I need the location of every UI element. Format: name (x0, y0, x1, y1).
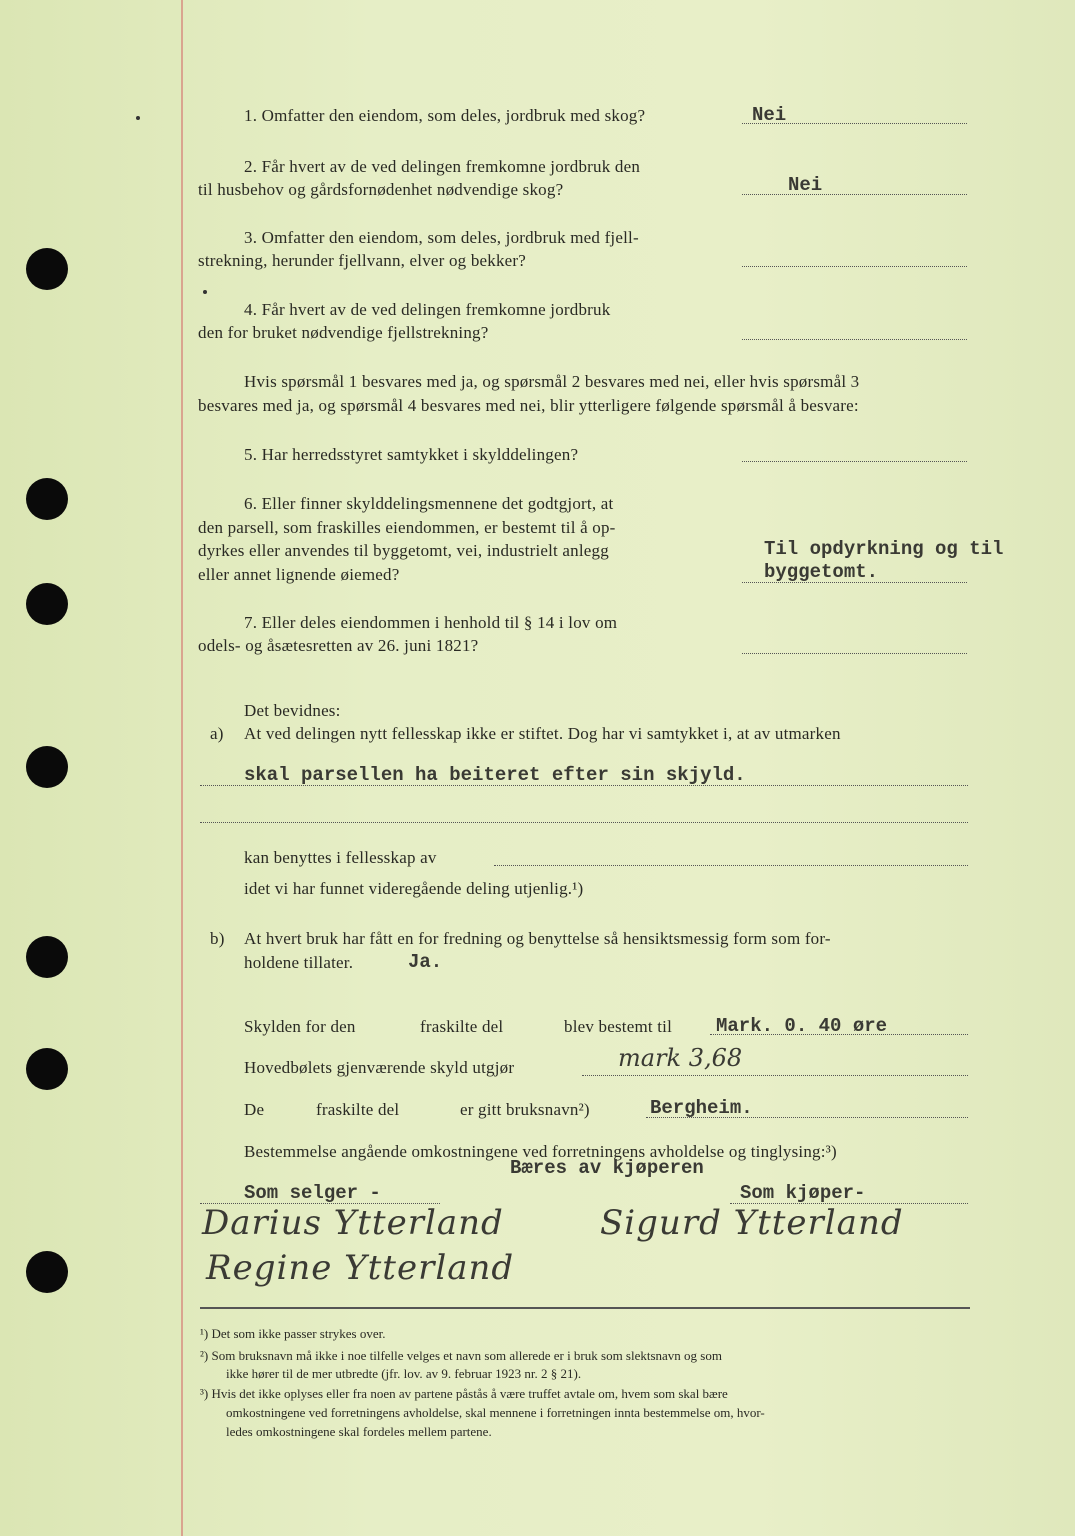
question-6-line-1: 6. Eller finner skylddelingsmennene det godtgjort, at (244, 494, 614, 513)
bruksnavn-value: Bergheim. (650, 1097, 753, 1119)
punch-hole (26, 746, 68, 788)
footnote-3-line-2: omkostningene ved forretningens avholdelse, skal mennene i forretningen innta bestemmelse om, hvor- (226, 1405, 765, 1420)
punch-hole (26, 1251, 68, 1293)
question-2-line-1: 2. Får hvert av de ved delingen fremkomne jordbruk den (244, 157, 641, 176)
hovedbol-value: mark 3,68 (618, 1044, 743, 1072)
attest-a-answer: skal parsellen ha beiteret efter sin skjyld. (244, 764, 746, 786)
answer-line (200, 785, 968, 786)
question-2-line-2: til husbehov og gårdsfornødenhet nødvendige skog? (198, 180, 564, 199)
omkostning-label: Bestemmelse angående omkostningene ved forretningens avholdelse og tinglysing:³) (244, 1142, 837, 1161)
further-division-text: idet vi har funnet videregående deling utjenlig.¹) (244, 879, 584, 898)
question-1: 1. Omfatter den eiendom, som deles, jordbruk med skog? (244, 106, 646, 125)
question-6-line-2: den parsell, som fraskilles eiendommen, er bestemt til å op- (198, 518, 616, 537)
attest-a-text: At ved delingen nytt fellesskap ikke er stiftet. Dog har vi samtykket i, at av utmarken (244, 724, 841, 743)
condition-line-1: Hvis spørsmål 1 besvares med ja, og spørsmål 2 besvares med nei, eller hvis spørsmål 3 (244, 372, 860, 391)
bruksnavn-label-a: De (244, 1100, 265, 1119)
question-3-line-1: 3. Omfatter den eiendom, som deles, jordbruk med fjell- (244, 228, 639, 247)
bruksnavn-label-c: er gitt bruksnavn²) (460, 1100, 590, 1119)
footnote-2-line-2: ikke hører til de mer utbredte (jfr. lov. av 9. februar 1923 nr. 2 § 21). (226, 1366, 582, 1381)
attest-heading: Det bevidnes: (244, 701, 341, 720)
answer-line (200, 822, 968, 823)
margin-rule (181, 0, 183, 1536)
question-6-line-4: eller annet lignende øiemed? (198, 565, 400, 584)
shared-use-label: kan benyttes i fellesskap av (244, 848, 437, 867)
footnote-divider (200, 1307, 970, 1309)
hovedbol-label: Hovedbølets gjenværende skyld utgjør (244, 1058, 515, 1077)
answer-6-line-1: Til opdyrkning og til (764, 538, 1004, 560)
answer-line (742, 653, 967, 654)
answer-line (582, 1075, 968, 1076)
question-5: 5. Har herredsstyret samtykket i skylddelingen? (244, 445, 579, 464)
answer-line (742, 582, 967, 583)
skyld-value: Mark. 0. 40 øre (716, 1015, 888, 1037)
attest-b-line-2: holdene tillater. (244, 953, 354, 972)
question-3-line-2: strekning, herunder fjellvann, elver og bekker? (198, 251, 527, 270)
answer-line (742, 194, 967, 195)
punch-hole (26, 248, 68, 290)
skyld-label-b: fraskilte del (420, 1017, 504, 1036)
attest-a-label: a) (210, 724, 224, 743)
attest-b-line-1: At hvert bruk har fått en for fredning og benyttelse så hensiktsmessig form som for- (244, 929, 831, 948)
punch-hole (26, 583, 68, 625)
ink-dot (203, 290, 207, 294)
punch-hole (26, 478, 68, 520)
answer-6-line-2: byggetomt. (764, 561, 879, 583)
skyld-label-a: Skylden for den (244, 1017, 356, 1036)
attest-b-answer: Ja. (408, 951, 443, 973)
seller-label: Som selger - (244, 1182, 381, 1204)
footnote-2-line-1: ²) Som bruksnavn må ikke i noe tilfelle velges et navn som allerede er i bruk som slektsnavn og som (200, 1348, 722, 1363)
bruksnavn-label-b: fraskilte del (316, 1100, 400, 1119)
omkostning-value: Bæres av kjøperen (510, 1157, 704, 1179)
footnote-1: ¹) Det som ikke passer strykes over. (200, 1326, 386, 1341)
ink-dot (136, 116, 140, 120)
answer-2: Nei (788, 174, 823, 196)
seller-signature-2: Regine Ytterland (206, 1248, 515, 1288)
answer-1: Nei (752, 104, 787, 126)
attest-b-label: b) (210, 929, 225, 948)
answer-line (742, 266, 967, 267)
question-4-line-1: 4. Får hvert av de ved delingen fremkomne jordbruk (244, 300, 611, 319)
question-7-line-2: odels- og åsætesretten av 26. juni 1821? (198, 636, 479, 655)
answer-line (742, 339, 967, 340)
seller-signature-1: Darius Ytterland (202, 1203, 504, 1243)
footnote-3-line-1: ³) Hvis det ikke oplyses eller fra noen av partene påstås å være truffet avtale om, hvem som skal bære (200, 1386, 728, 1401)
buyer-signature-1: Sigurd Ytterland (600, 1203, 904, 1243)
answer-line (494, 865, 968, 866)
buyer-label: Som kjøper- (740, 1182, 866, 1204)
punch-hole (26, 1048, 68, 1090)
question-6-line-3: dyrkes eller anvendes til byggetomt, vei, industrielt anlegg (198, 541, 609, 560)
skyld-label-c: blev bestemt til (564, 1017, 673, 1036)
question-4-line-2: den for bruket nødvendige fjellstrekning? (198, 323, 489, 342)
answer-line (742, 461, 967, 462)
question-7-line-1: 7. Eller deles eiendommen i henhold til § 14 i lov om (244, 613, 618, 632)
punch-hole (26, 936, 68, 978)
condition-line-2: besvares med ja, og spørsmål 4 besvares med nei, blir ytterligere følgende spørsmål å besvare: (198, 396, 859, 415)
footnote-3-line-3: ledes omkostningene skal fordeles mellem partene. (226, 1424, 492, 1439)
